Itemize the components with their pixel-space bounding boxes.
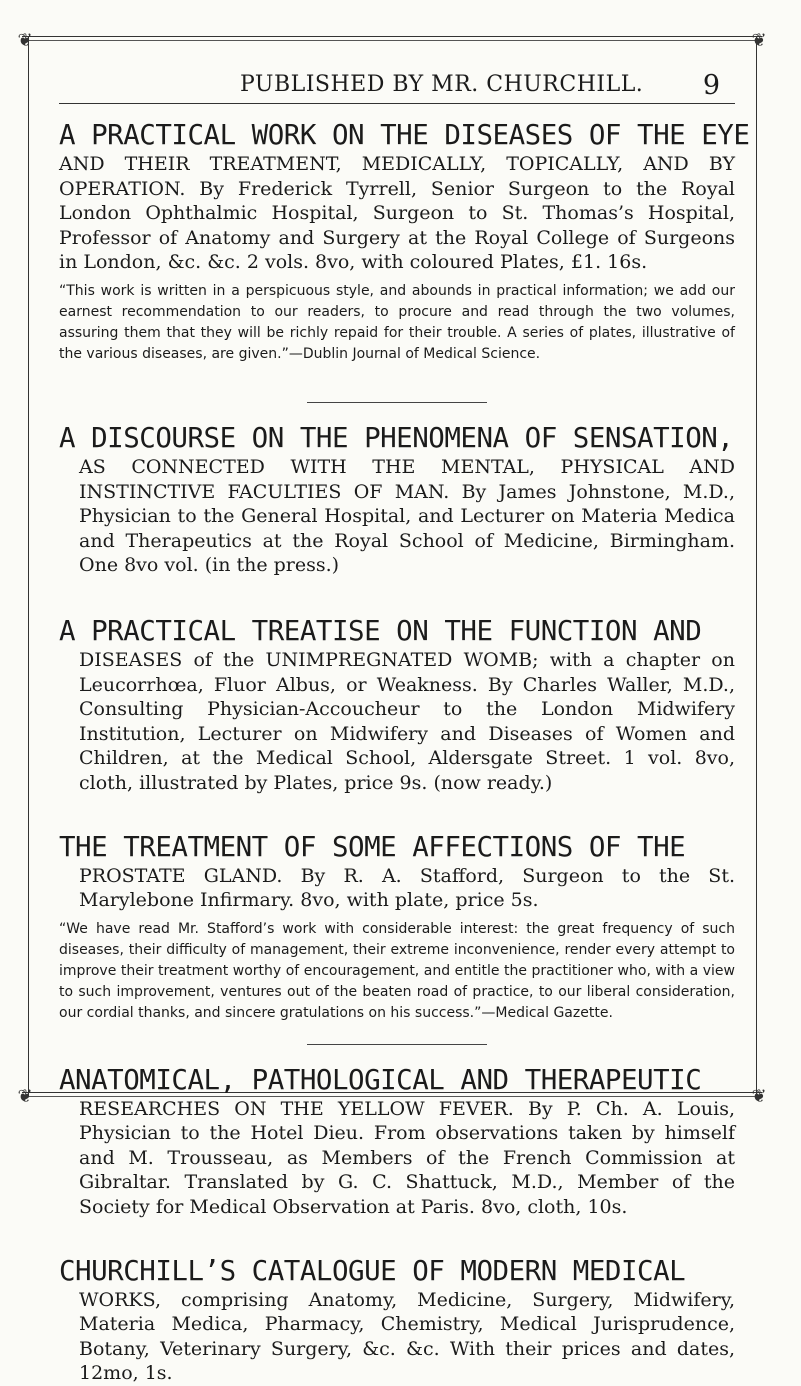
entry-body: AS CONNECTED WITH THE MENTAL, PHYSICAL AND INSTINCTIVE FACULTIES OF MAN. By James Johnstone, M.D., Physician to the General Hospital, and Lecturer on Materia Medica and Therapeutics at the Royal School of Medicine, Birmingham. One 8vo vol. (in the press.) <box>79 455 735 577</box>
page-border-right <box>756 36 757 1096</box>
page-header <box>40 72 720 102</box>
entry-body: WORKS, comprising Anatomy, Medicine, Surgery, Midwifery, Materia Medica, Pharmacy, Chemistry, Medical Jurisprudence, Botany, Veterinary Surgery, &c. &c. With their prices and dates, 12mo, 1s. <box>79 1288 735 1385</box>
entry-heading: A PRACTICAL TREATISE ON THE FUNCTION AND <box>59 614 702 647</box>
ornament-corner-icon: ❦ <box>17 30 33 51</box>
entry-affections-of-the-prostate <box>59 830 735 1024</box>
entry-yellow-fever-researches <box>59 1063 735 1220</box>
running-title: PUBLISHED BY MR. CHURCHILL. <box>240 72 644 97</box>
advertisement-list <box>59 112 750 1386</box>
ornament-corner-icon: ❦ <box>751 30 767 51</box>
entry-body: PROSTATE GLAND. By R. A. Stafford, Surgeon to the St. Marylebone Infirmary. 8vo, with plate, price 5s. <box>79 864 735 912</box>
entry-churchills-catalogue <box>59 1254 735 1386</box>
page-number: 9 <box>702 70 720 101</box>
entry-function-and-diseases <box>59 614 735 796</box>
ornament-corner-icon: ❦ <box>751 1086 767 1107</box>
entry-body: DISEASES of the UNIMPREGNATED WOMB; with a chapter on Leucorrhœa, Fluor Albus, or Weakness. By Charles Waller, M.D., Consulting Physician-Accoucheur to the London Midwifery Institution, Lecturer on Midwifery and Diseases of Women and Children, at the Medical School, Aldersgate Street. 1 vol. 8vo, cloth, illustrated by Plates, price 9s. (now ready.) <box>79 648 735 794</box>
ornament-corner-icon: ❦ <box>17 1086 33 1107</box>
review-quote: “We have read Mr. Stafford’s work with considerable interest: the great frequency of such diseases, their difficulty of management, their extreme inconvenience, render every attempt to improve their treatment worthy of encouragement, and entitle the practitioner who, with a view to such improvement, ventures out of the beaten road of practice, to our liberal consideration, our cordial thanks, and sincere gratulations on his success.”—Medical Gazette. <box>59 920 735 1021</box>
entry-heading: CHURCHILL’S CATALOGUE OF MODERN MEDICAL <box>59 1254 686 1287</box>
entry-heading: ANATOMICAL, PATHOLOGICAL AND THERAPEUTIC <box>59 1063 702 1096</box>
entry-diseases-of-the-eye <box>59 118 750 365</box>
entry-phenomena-of-sensation <box>59 421 735 578</box>
review-quote: “This work is written in a perspicuous style, and abounds in practical information; we add our earnest recommendation to our readers, to procure and read through the two volumes, assuring them that they will be richly repaid for their trouble. A series of plates, illustrative of the various diseases, are given.”—Dublin Journal of Medical Science. <box>59 282 735 362</box>
section-divider <box>307 1044 487 1045</box>
entry-body: RESEARCHES ON THE YELLOW FEVER. By P. Ch. A. Louis, Physician to the Hotel Dieu. From observations taken by himself and M. Trousseau, as Members of the French Commission at Gibraltar. Translated by G. C. Shattuck, M.D., Member of the Society for Medical Observation at Paris. 8vo, cloth, 10s. <box>79 1097 735 1219</box>
section-divider <box>307 402 487 403</box>
entry-heading: A DISCOURSE ON THE PHENOMENA OF SENSATION, <box>59 421 734 454</box>
entry-heading: A PRACTICAL WORK ON THE DISEASES OF THE EYE <box>59 119 750 151</box>
entry-body: AND THEIR TREATMENT, MEDICALLY, TOPICALLY, AND BY OPERATION. By Frederick Tyrrell, Senior Surgeon to the Royal London Ophthalmic Hospital, Surgeon to St. Thomas’s Hospital, Professor of Anatomy and Surgery at the Royal College of Surgeons in London, &c. &c. 2 vols. 8vo, with coloured Plates, £1. 16s. <box>59 153 735 274</box>
header-rule <box>59 103 735 104</box>
entry-heading: THE TREATMENT OF SOME AFFECTIONS OF THE <box>59 830 686 863</box>
page-border-left <box>28 36 29 1096</box>
page-border-top <box>22 36 762 37</box>
